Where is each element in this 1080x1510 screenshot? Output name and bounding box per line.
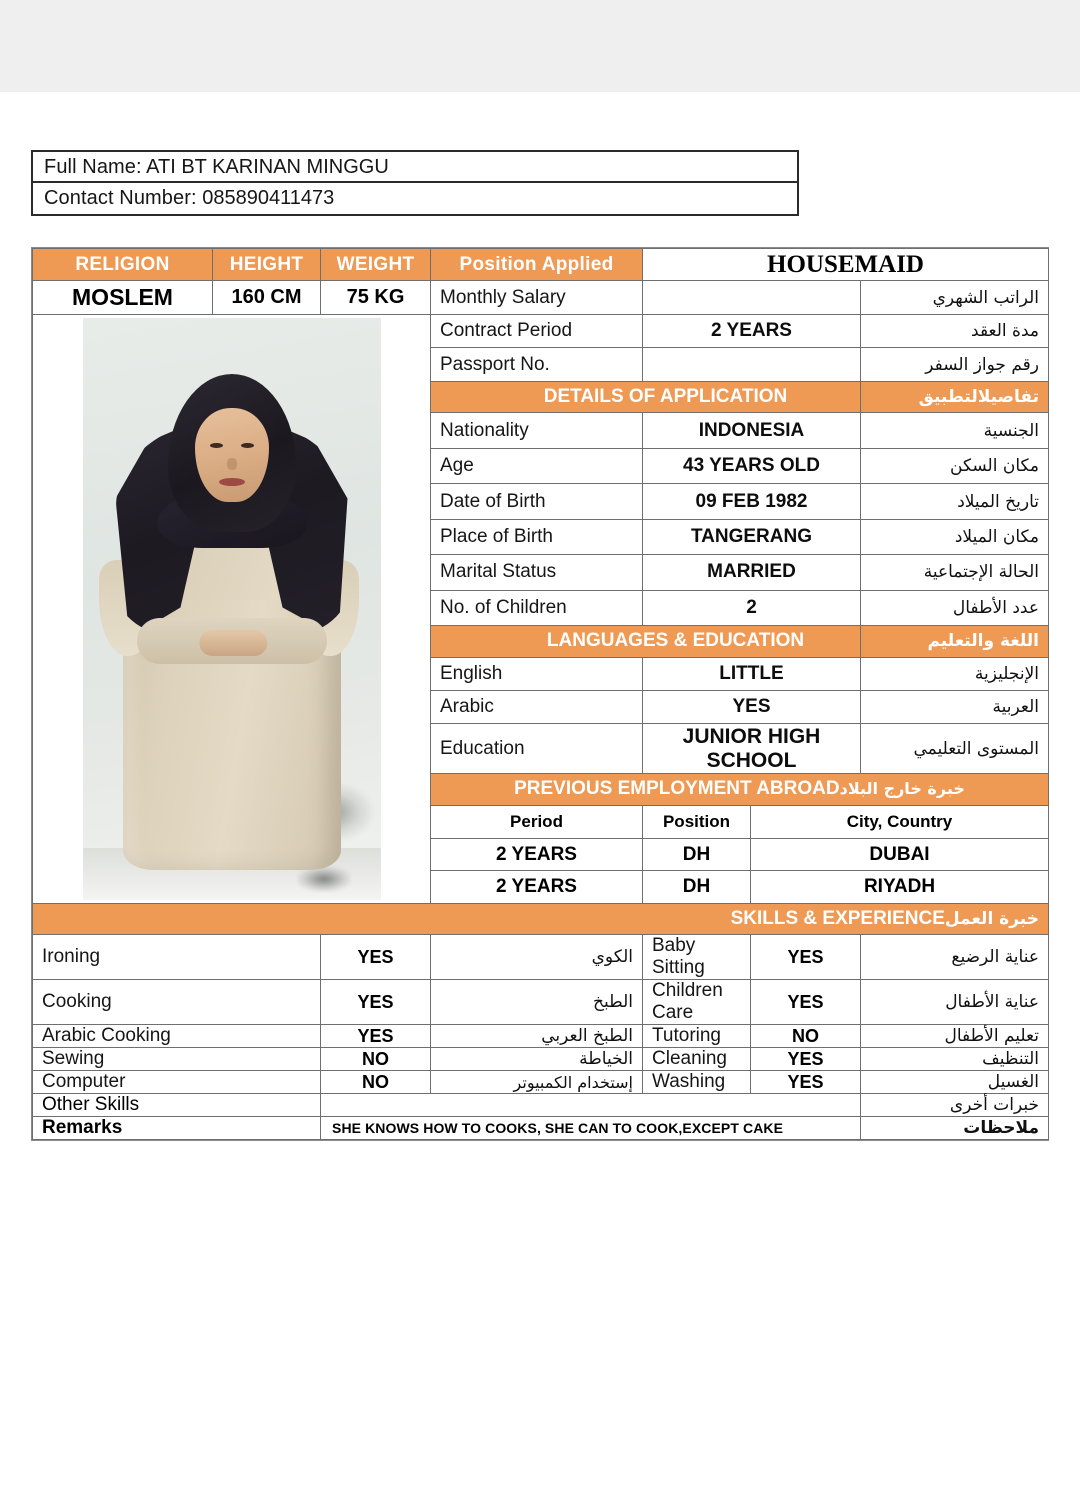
applicant-identity-box <box>31 150 799 216</box>
english-arabic: الإنجليزية <box>861 657 1049 690</box>
skill-arabic-cooking: الطبخ <box>431 980 643 1025</box>
education-label: Education <box>431 724 643 774</box>
height-header: HEIGHT <box>213 249 321 281</box>
place-of-birth-label: Place of Birth <box>431 519 643 554</box>
skill-value-cooking: YES <box>321 980 431 1025</box>
weight-header: WEIGHT <box>321 249 431 281</box>
english-value: LITTLE <box>643 657 861 690</box>
other-skills-label: Other Skills <box>33 1094 321 1117</box>
no-of-children-label: No. of Children <box>431 590 643 625</box>
contract-period-label: Contract Period <box>431 315 643 348</box>
skill-label-baby-sitting: Baby Sitting <box>643 935 751 980</box>
skill-row <box>33 935 1049 980</box>
languages-section-title-arabic: اللغة والتعليم <box>861 626 1049 657</box>
skill-row <box>33 980 1049 1025</box>
biodata-table <box>32 248 1049 1140</box>
vitals-value-row <box>33 281 1049 315</box>
date-of-birth-label: Date of Birth <box>431 484 643 519</box>
other-skills-row <box>33 1094 1049 1117</box>
education-value: JUNIOR HIGH SCHOOL <box>643 724 861 774</box>
position-applied-header: Position Applied <box>431 249 643 281</box>
skill-label-arabic-cooking: Arabic Cooking <box>33 1025 321 1048</box>
skill-row <box>33 1071 1049 1094</box>
details-section-title: DETAILS OF APPLICATION <box>431 381 861 412</box>
skill-label-children-care: Children Care <box>643 980 751 1025</box>
applicant-photo-image <box>83 318 381 900</box>
education-arabic: المستوى التعليمي <box>861 724 1049 774</box>
nationality-value: INDONESIA <box>643 413 861 448</box>
skill-row <box>33 1025 1049 1048</box>
no-of-children-arabic: عدد الأطفال <box>861 590 1049 625</box>
employment-city-country-2: RIYADH <box>751 871 1049 904</box>
full-name-label: Full Name: <box>44 156 142 178</box>
skill-value-cleaning: YES <box>751 1048 861 1071</box>
no-of-children-value: 2 <box>643 590 861 625</box>
skill-arabic-tutoring: تعليم الأطفال <box>861 1025 1049 1048</box>
top-gray-band <box>0 0 1080 92</box>
religion-value: MOSLEM <box>33 281 213 315</box>
skill-arabic-ironing: الكوي <box>431 935 643 980</box>
languages-section-title: LANGUAGES & EDUCATION <box>431 626 861 657</box>
details-section-title-arabic: تفاصيلالتطبيق <box>861 381 1049 412</box>
skill-value-computer: NO <box>321 1071 431 1094</box>
arabic-value: YES <box>643 691 861 724</box>
full-name-row <box>33 152 797 183</box>
biodata-main-table <box>31 247 1049 1141</box>
skills-section-title-cell <box>33 904 1049 935</box>
employment-city-country-1: DUBAI <box>751 839 1049 871</box>
employment-period-1: 2 YEARS <box>431 839 643 871</box>
skill-arabic-sewing: الخياطة <box>431 1048 643 1071</box>
religion-header: RELIGION <box>33 249 213 281</box>
other-skills-arabic: خبرات أخرى <box>861 1094 1049 1117</box>
height-value: 160 CM <box>213 281 321 315</box>
contact-number-value: 085890411473 <box>202 187 335 209</box>
place-of-birth-value: TANGERANG <box>643 519 861 554</box>
arabic-label: Arabic <box>431 691 643 724</box>
contract-period-row <box>33 315 1049 348</box>
contract-period-arabic: مدة العقد <box>861 315 1049 348</box>
monthly-salary-value <box>643 281 861 315</box>
skill-row <box>33 1048 1049 1071</box>
employment-period-2: 2 YEARS <box>431 871 643 904</box>
passport-no-label: Passport No. <box>431 348 643 381</box>
skill-arabic-children-care: عناية الأطفال <box>861 980 1049 1025</box>
remarks-value: SHE KNOWS HOW TO COOKS, SHE CAN TO COOK,EXCEPT CAKE <box>321 1117 861 1140</box>
skill-label-cleaning: Cleaning <box>643 1048 751 1071</box>
position-applied-value: HOUSEMAID <box>643 249 1049 281</box>
contact-number-row <box>33 183 797 214</box>
skill-label-ironing: Ironing <box>33 935 321 980</box>
nationality-label: Nationality <box>431 413 643 448</box>
employment-section-title-arabic: خبرة خارج البلاد <box>839 779 965 799</box>
skill-value-sewing: NO <box>321 1048 431 1071</box>
skills-section-title-arabic: خبرة العمل <box>944 909 1039 929</box>
nationality-arabic: الجنسية <box>861 413 1049 448</box>
skill-value-ironing: YES <box>321 935 431 980</box>
skill-label-computer: Computer <box>33 1071 321 1094</box>
age-label: Age <box>431 448 643 483</box>
other-skills-value <box>321 1094 861 1117</box>
skill-arabic-arabic-cooking: الطبخ العربي <box>431 1025 643 1048</box>
skill-label-tutoring: Tutoring <box>643 1025 751 1048</box>
skill-value-arabic-cooking: YES <box>321 1025 431 1048</box>
skills-section-header-row <box>33 904 1049 935</box>
skill-arabic-washing: الغسيل <box>861 1071 1049 1094</box>
skill-value-tutoring: NO <box>751 1025 861 1048</box>
place-of-birth-arabic: مكان الميلاد <box>861 519 1049 554</box>
applicant-photo <box>33 315 431 904</box>
employment-position-2: DH <box>643 871 751 904</box>
skill-value-baby-sitting: YES <box>751 935 861 980</box>
marital-status-value: MARRIED <box>643 555 861 590</box>
marital-status-arabic: الحالة الإجتماعية <box>861 555 1049 590</box>
skill-label-cooking: Cooking <box>33 980 321 1025</box>
remarks-row <box>33 1117 1049 1140</box>
full-name-value: ATI BT KARINAN MINGGU <box>146 156 389 178</box>
marital-status-label: Marital Status <box>431 555 643 590</box>
remarks-arabic: ملاحظات <box>861 1117 1049 1140</box>
remarks-label: Remarks <box>33 1117 321 1140</box>
employment-position-1: DH <box>643 839 751 871</box>
employment-section-title-cell <box>431 774 1049 805</box>
employment-col-position: Position <box>643 805 751 838</box>
employment-col-period: Period <box>431 805 643 838</box>
arabic-arabic: العربية <box>861 691 1049 724</box>
skill-value-washing: YES <box>751 1071 861 1094</box>
monthly-salary-arabic: الراتب الشهري <box>861 281 1049 315</box>
skills-section-title: SKILLS & EXPERIENCE <box>730 908 945 929</box>
skill-arabic-baby-sitting: عناية الرضيع <box>861 935 1049 980</box>
english-label: English <box>431 657 643 690</box>
passport-no-arabic: رقم جواز السفر <box>861 348 1049 381</box>
date-of-birth-arabic: تاريخ الميلاد <box>861 484 1049 519</box>
employment-section-title: PREVIOUS EMPLOYMENT ABROAD <box>514 778 840 800</box>
skill-label-sewing: Sewing <box>33 1048 321 1071</box>
skill-arabic-computer: إستخدام الكمبيوتر <box>431 1071 643 1094</box>
vitals-header-row <box>33 249 1049 281</box>
contract-period-value: 2 YEARS <box>643 315 861 348</box>
date-of-birth-value: 09 FEB 1982 <box>643 484 861 519</box>
passport-no-value <box>643 348 861 381</box>
skill-label-washing: Washing <box>643 1071 751 1094</box>
monthly-salary-label: Monthly Salary <box>431 281 643 315</box>
skill-arabic-cleaning: التنظيف <box>861 1048 1049 1071</box>
employment-col-city-country: City, Country <box>751 805 1049 838</box>
contact-number-label: Contact Number: <box>44 187 197 209</box>
age-value: 43 YEARS OLD <box>643 448 861 483</box>
weight-value: 75 KG <box>321 281 431 315</box>
age-arabic: مكان السكن <box>861 448 1049 483</box>
skill-value-children-care: YES <box>751 980 861 1025</box>
